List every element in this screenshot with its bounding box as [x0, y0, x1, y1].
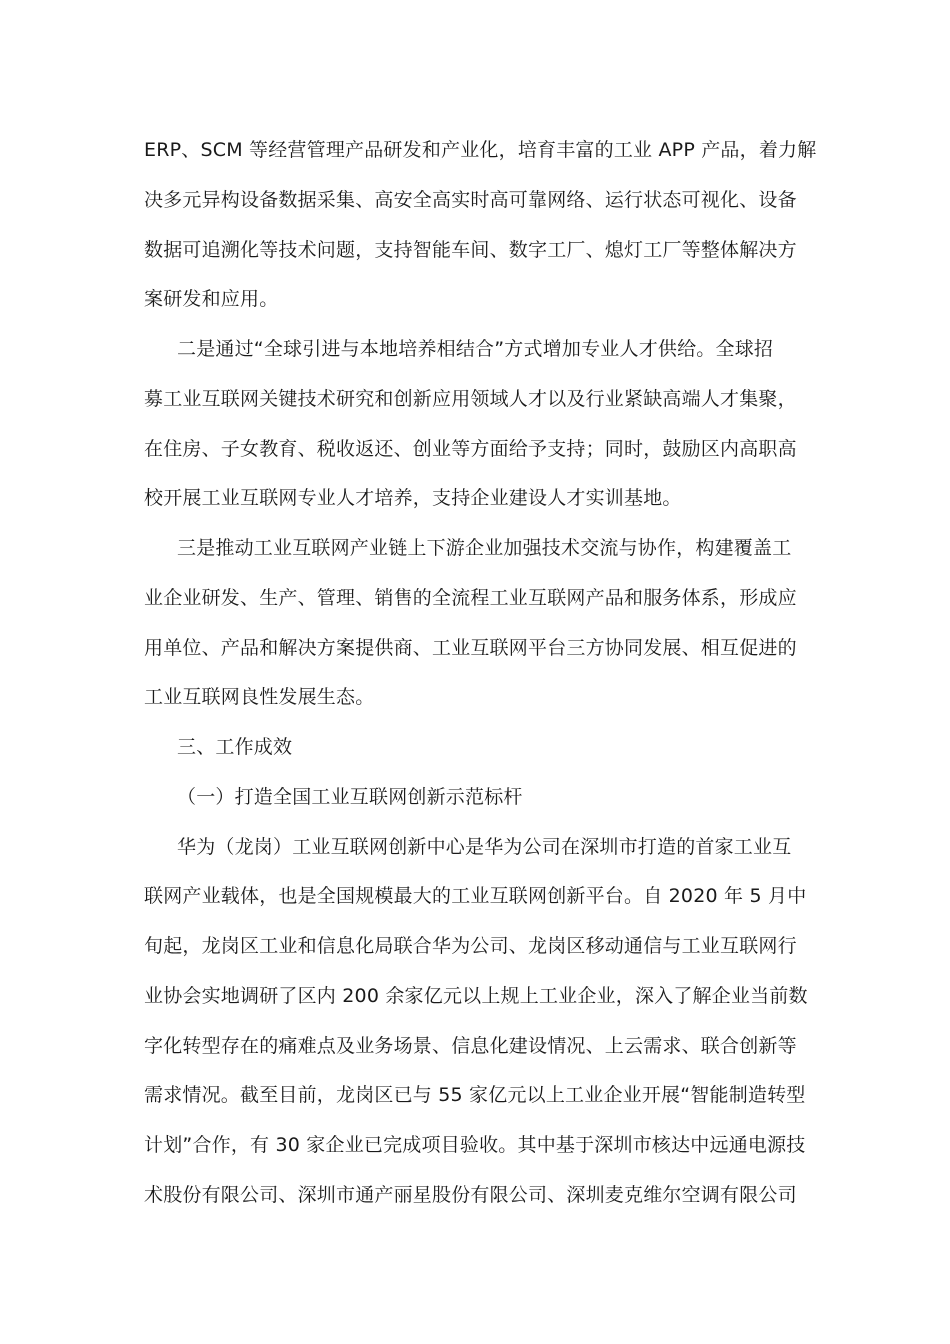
paragraph-line: 字化转型存在的痛难点及业务场景、信息化建设情况、上云需求、联合创新等 [144, 1035, 797, 1057]
subsection-heading: （一）打造全国工业互联网创新示范标杆 [177, 786, 523, 808]
paragraph-line: 业协会实地调研了区内 200 余家亿元以上规上工业企业，深入了解企业当前数 [144, 985, 808, 1007]
paragraph-line: 数据可追溯化等技术问题，支持智能车间、数字工厂、熄灯工厂等整体解决方 [144, 239, 797, 261]
paragraph-line: 工业互联网良性发展生态。 [144, 686, 375, 708]
paragraph-line: ERP、SCM 等经营管理产品研发和产业化，培育丰富的工业 APP 产品，着力解 [144, 139, 817, 161]
paragraph-line: 二是通过“全球引进与本地培养相结合”方式增加专业人才供给。全球招 [177, 338, 774, 360]
paragraph-line: 决多元异构设备数据采集、高安全高实时高可靠网络、运行状态可视化、设备 [144, 189, 797, 211]
paragraph-line: 旬起，龙岗区工业和信息化局联合华为公司、龙岗区移动通信与工业互联网行 [144, 935, 797, 957]
paragraph-line: 需求情况。截至目前，龙岗区已与 55 家亿元以上工业企业开展“智能制造转型 [144, 1084, 806, 1106]
paragraph-line: 用单位、产品和解决方案提供商、工业互联网平台三方协同发展、相互促进的 [144, 637, 797, 659]
paragraph-line: 联网产业载体，也是全国规模最大的工业互联网创新平台。自 2020 年 5 月中 [144, 885, 807, 907]
paragraph-line: 案研发和应用。 [144, 288, 279, 310]
paragraph-line: 在住房、子女教育、税收返还、创业等方面给予支持；同时，鼓励区内高职高 [144, 438, 797, 460]
paragraph-line: 募工业互联网关键技术研究和创新应用领域人才以及行业紧缺高端人才集聚， [144, 388, 797, 410]
paragraph-line: 校开展工业互联网专业人才培养，支持企业建设人才实训基地。 [144, 487, 682, 509]
paragraph-line: 华为（龙岗）工业互联网创新中心是华为公司在深圳市打造的首家工业互 [177, 836, 792, 858]
paragraph-line: 计划”合作，有 30 家企业已完成项目验收。其中基于深圳市核达中远通电源技 [144, 1134, 806, 1156]
section-heading: 三、工作成效 [177, 736, 293, 758]
paragraph-line: 三是推动工业互联网产业链上下游企业加强技术交流与协作，构建覆盖工 [177, 537, 792, 559]
paragraph-line: 业企业研发、生产、管理、销售的全流程工业互联网产品和服务体系，形成应 [144, 587, 797, 609]
paragraph-line: 术股份有限公司、深圳市通产丽星股份有限公司、深圳麦克维尔空调有限公司 [144, 1184, 797, 1206]
